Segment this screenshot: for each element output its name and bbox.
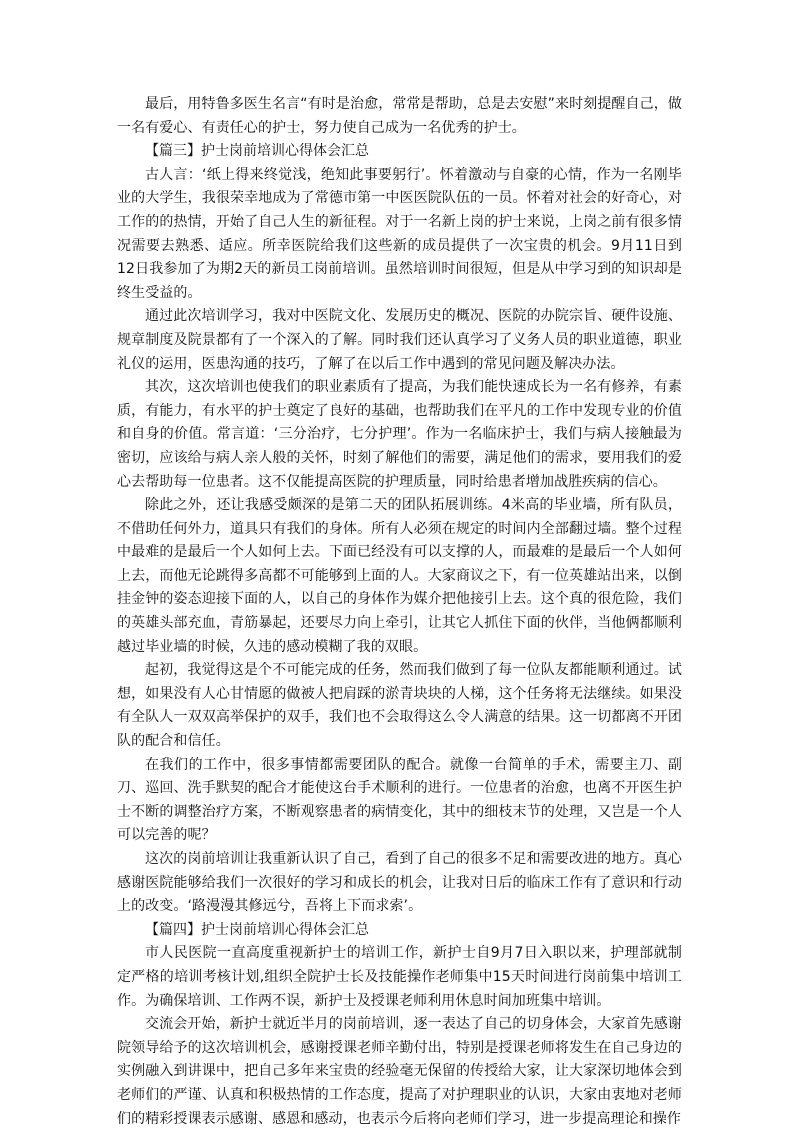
- paragraph: 市人民医院一直高度重视新护士的培训工作，新护士自9月7日入职以来，护理部就制定严格的培训考核计划,组织全院护士长及技能操作老师集中15天时间进行岗前集中培训工作。为确保培训、工作两不误，新护士及授课老师利用休息时间加班集中培训。: [117, 945, 682, 1009]
- paragraph: 交流会开始，新护士就近半月的岗前培训，逐一表达了自己的切身体会，大家首先感谢院领导给予的这次培训机会，感谢授课老师辛勤付出，特别是授课老师将发生在自己身边的实例融入到讲课中，把自己多年来宝贵的经验毫无保留的传授给大家，让大家深切地体会到老师们的严谨、认真和积极热情的工作态度，提高了对护理职业的认识，大家由衷地对老师们的精彩授课表示感谢、感恩和感动，也表示今后将向老师们学习，进一步提高理论和操作: [117, 1016, 682, 1127]
- paragraph: 这次的岗前培训让我重新认识了自己，看到了自己的很多不足和需要改进的地方。真心感谢医院能够给我们一次很好的学习和成长的机会，让我对日后的临床工作有了意识和行动上的改变。‘路漫漫其修远兮，吾将上下而求索’。: [117, 851, 682, 915]
- paragraph: 其次，这次培训也使我们的职业素质有了提高，为我们能快速成长为一名有修养，有素质，有能力，有水平的护士奠定了良好的基础，也帮助我们在平凡的工作中发现专业的价值和自身的价值。常言道：‘三分治疗，七分护理’。作为一名临床护士，我们与病人接触最为密切，应该给与病人亲人般的关怀，时刻了解他们的需要，满足他们的需求，要用我们的爱心去帮助每一位患者。这不仅能提高医院的护理质量，同时给患者增加战胜疾病的信心。: [117, 379, 682, 490]
- paragraph: 在我们的工作中，很多事情都需要团队的配合。就像一台简单的手术，需要主刀、副刀、巡回、洗手默契的配合才能使这台手术顺利的进行。一位患者的治愈，也离不开医生护士不断的调整治疗方案，不断观察患者的病情变化，其中的细枝末节的处理，又岂是一个人可以完善的呢？: [117, 756, 682, 844]
- section-heading-4: 【篇四】护士岗前培训心得体会汇总: [145, 921, 369, 938]
- paragraph: 通过此次培训学习，我对中医院文化、发展历史的概况、医院的办院宗旨、硬件设施、规章制度及院景都有了一个深入的了解。同时我们还认真学习了义务人员的职业道德，职业礼仪的运用，医患沟通的技巧，了解了在以后工作中遇到的常见问题及解决办法。: [117, 308, 682, 372]
- section-heading-3: 【篇三】护士岗前培训心得体会汇总: [145, 143, 369, 160]
- paragraph: 起初，我觉得这是个不可能完成的任务，然而我们做到了每一位队友都能顺利通过。试想，如果没有人心甘情愿的做被人把肩踩的淤青块块的人梯，这个任务将无法继续。如果没有全队人一双双高举保护的双手，我们也不会取得这么令人满意的结果。这一切都离不开团队的配合和信任。: [117, 662, 682, 750]
- paragraph: 古人言：‘纸上得来终觉浅，绝知此事要躬行’。怀着激动与自豪的心情，作为一名刚毕业的大学生，我很荣幸地成为了常德市第一中医医院队伍的一员。怀着对社会的好奇心，对工作的的热情，开始了自己人生的新征程。对于一名新上岗的护士来说，上岗之前有很多情况需要去熟悉、适应。所幸医院给我们这些新的成员提供了一次宝贵的机会。9月11日到12日我参加了为期2天的新员工岗前培训。虽然培训时间很短，但是从中学习到的知识却是终生受益的。: [117, 166, 682, 301]
- paragraph: 除此之外，还让我感受颇深的是第二天的团队拓展训练。4米高的毕业墙，所有队员，不借助任何外力，道具只有我们的身体。所有人必须在规定的时间内全部翻过墙。整个过程中最难的是最后一个人如何上去。下面已经没有可以支撑的人，而最难的是最后一个人如何上去，而他无论跳得多高都不可能够到上面的人。大家商议之下，有一位英雄站出来，以倒挂金钟的姿态迎接下面的人，以自己的身体作为媒介把他接引上去。这个真的很危险，我们的英雄头部充血，青筋暴起，还要尽力向上牵引，让其它人抓住下面的伙伴，当他俩都顺利越过毕业墙的时候，久违的感动模糊了我的双眼。: [117, 497, 682, 655]
- paragraph-closing: 最后，用特鲁多医生名言“有时是治愈，常常是帮助，总是去安慰”来时刻提醒自己，做一名有爱心、有责任心的护士，努力使自己成为一名优秀的护士。: [117, 96, 682, 136]
